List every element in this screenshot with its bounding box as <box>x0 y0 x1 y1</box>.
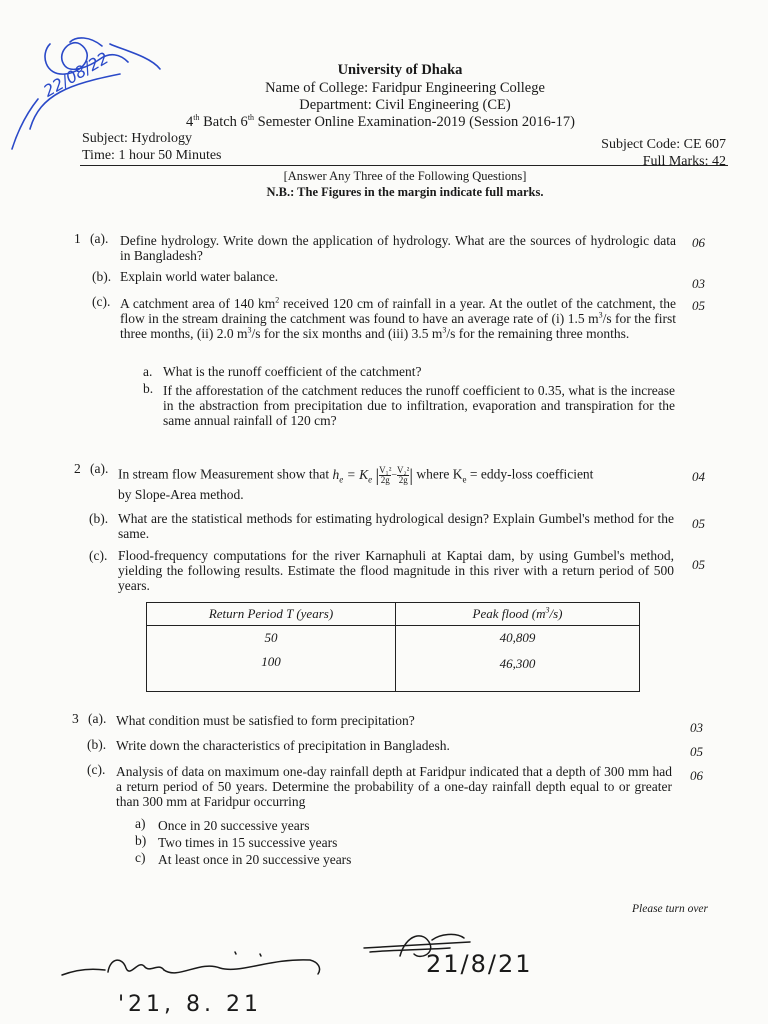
q1c-marks: 05 <box>692 298 705 313</box>
q3c-text: Analysis of data on maximum one-day rainfall depth at Faridpur indicated that a depth of 300 mm had a return period of 50 years. Determine the probability of a one-day rainfall depth equal to or greater than 300 mm at Faridpur occurring <box>116 764 672 809</box>
please-turn-over: Please turn over <box>632 903 709 915</box>
exam-time: Time: 1 hour 50 Minutes <box>82 148 222 163</box>
q2c-marks: 05 <box>692 557 705 572</box>
header-rule <box>80 165 728 166</box>
peak-flood-table <box>146 602 640 692</box>
table-header-return-period: Return Period T (years) <box>147 603 396 626</box>
nb-note: N.B.: The Figures in the margin indicate full marks. <box>266 185 544 199</box>
q3c-label: (c). <box>87 762 106 777</box>
q1b-text: Explain world water balance. <box>120 269 279 284</box>
q1c-sub-b-text: If the afforestation of the catchment reduces the runoff coefficient to 0.35, what is the increase in the abstraction from precipitation due to infiltration, evaporation and transpiration for the same annual rainfall of 120 cm? <box>163 383 675 428</box>
handwritten-date-right: 21/8/21 <box>426 950 533 978</box>
q1a-label: (a). <box>90 231 109 246</box>
q3c-item-a-label: a) <box>135 816 146 831</box>
subject-code: Subject Code: CE 607 <box>601 137 726 152</box>
q2a-marks: 04 <box>692 469 705 484</box>
q3c-item-b-text: Two times in 15 successive years <box>158 835 338 850</box>
table-cell-flood: 46,300 <box>396 650 640 692</box>
q2a-he: $h_e = K_e$ <box>332 466 373 485</box>
q1-number: 1 <box>74 231 81 246</box>
q3a-marks: 03 <box>690 720 703 735</box>
q1c-sub-b-label: b. <box>143 381 154 396</box>
q2b-marks: 05 <box>692 516 705 531</box>
q2-number: 2 <box>74 461 81 476</box>
q1b-label: (b). <box>92 269 112 284</box>
table-header-peak-flood: Peak flood $(m^3/s)$ <box>396 603 640 626</box>
q2b-text: What are the statistical methods for estimating hydrological design? Explain Gumbel's method for the same. <box>118 511 674 541</box>
fraction-2: $\frac{\text{V₂²}}{2g}$ <box>397 465 410 485</box>
q3a-label: (a). <box>88 711 107 726</box>
q3a-text: What condition must be satisfied to form precipitation? <box>116 713 415 728</box>
table-row <box>147 626 640 651</box>
signature-left <box>60 940 330 990</box>
q1c-label: (c). <box>92 294 111 309</box>
college-name: Name of College: Faridpur Engineering College <box>265 80 545 96</box>
instruction: [Answer Any Three of the Following Questions] <box>283 169 527 183</box>
q1a-marks: 06 <box>692 235 705 250</box>
q3-number: 3 <box>72 711 79 726</box>
q2a-label: (a). <box>90 461 109 476</box>
q2a-text-2: by Slope-Area method. <box>118 487 244 502</box>
q3b-text: Write down the characteristics of precipitation in Bangladesh. <box>116 738 450 753</box>
university-name: University of Dhaka <box>337 62 463 78</box>
q3c-item-c-text: At least once in 20 successive years <box>158 852 352 867</box>
handwritten-date-left: '21, 8. 21 <box>118 992 263 1017</box>
q1b-marks: 03 <box>692 276 705 291</box>
subject: Subject: Hydrology <box>82 131 193 146</box>
table-header-row <box>147 603 640 626</box>
q3b-label: (b). <box>87 737 107 752</box>
q3c-marks: 06 <box>690 768 703 783</box>
q1c-sub-a-text: What is the runoff coefficient of the catchment? <box>163 364 422 379</box>
q3c-item-c-label: c) <box>135 850 146 865</box>
full-marks: Full Marks: 42 <box>642 154 726 169</box>
q3c-item-b-label: b) <box>135 833 147 848</box>
q3c-item-a-text: Once in 20 successive years <box>158 818 310 833</box>
q1c-text: A catchment area of 140 $km^2$ received 120 cm of rainfall in a year. At the outlet of the catchment, the flow in the stream draining the catchment was found to have an average rate of (i) 1.5 $m^3/s$ for the first three months, (ii) 2.0 $m^3/s$ for the six months and (iii) 3.5 $m^3/s$ for the remaining three months. <box>120 295 676 341</box>
department-name: Department: Civil Engineering (CE) <box>299 97 511 113</box>
q2b-label: (b). <box>89 511 109 526</box>
q3b-marks: 05 <box>690 744 703 759</box>
table-row <box>147 650 640 692</box>
q2c-label: (c). <box>89 548 108 563</box>
q2c-text: Flood-frequency computations for the river Karnaphuli at Kaptai dam, by using Gumbel's method, yielding the following results. Estimate the flood magnitude in this river with a return period of 500 years. <box>118 548 674 593</box>
table-cell-flood: 40,809 <box>396 626 640 651</box>
q2a-text: In stream flow Measurement show that $h_e = K_e$ | $\frac{\text{V₁²}}{2g}$ − $\frac{\text{V₂²}}{2g}$ | where $K_e$ = eddy-loss coefficient <box>118 465 594 485</box>
exam-title: 4th Batch 6th Semester Online Examination-2019 (Session 2016-17) <box>186 113 576 130</box>
table-cell-period: 50 <box>147 626 396 651</box>
q1a-text: Define hydrology. Write down the application of hydrology. What are the sources of hydrologic data in Bangladesh? <box>120 233 676 263</box>
table-cell-period: 100 <box>147 650 396 692</box>
fraction-1: $\frac{\text{V₁²}}{2g}$ <box>379 465 392 485</box>
corner-signature-date: 22/08/22 <box>40 48 112 101</box>
q1c-sub-a-label: a. <box>143 364 153 379</box>
